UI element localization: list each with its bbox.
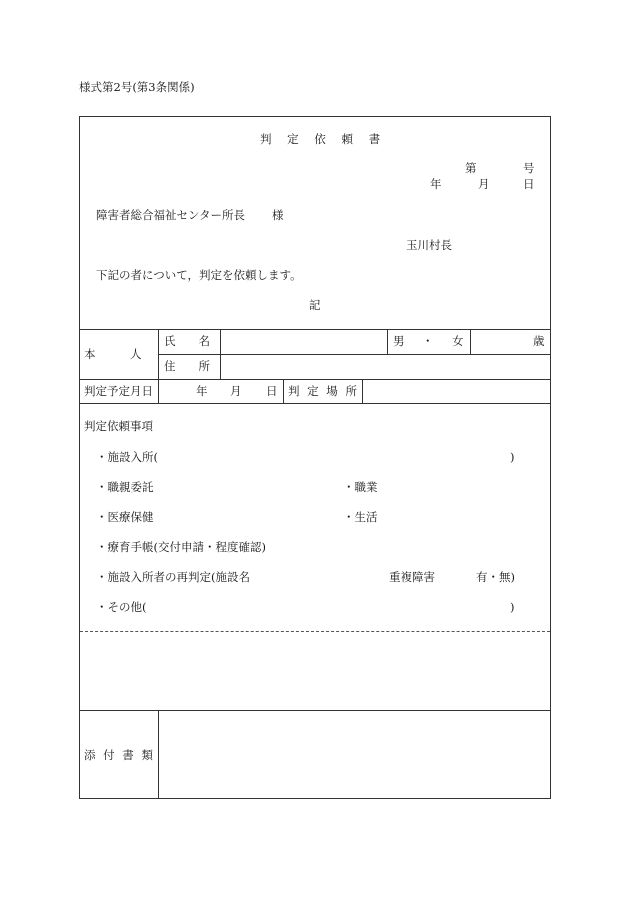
divider <box>387 329 388 354</box>
date-month: 月 <box>478 177 490 191</box>
request-techo: ・療育手帳(交付申請・程度確認) <box>96 540 266 554</box>
date-day: 日 <box>523 177 535 191</box>
request-rejudge: ・施設入所者の再判定(施設名 <box>96 570 250 584</box>
doc-number-dai: 第 <box>465 161 477 175</box>
schedule-month: 月 <box>230 384 242 398</box>
schedule-day: 日 <box>266 384 278 398</box>
divider <box>470 329 471 354</box>
divider <box>158 354 551 355</box>
address-label: 住 所 <box>164 359 210 373</box>
divider <box>283 379 284 403</box>
divider <box>158 329 159 379</box>
divider <box>362 379 363 403</box>
divider <box>79 710 551 711</box>
divider <box>220 329 221 379</box>
intro-text: 下記の者について，判定を依頼します。 <box>96 268 302 282</box>
request-multiple: 重複障害 <box>389 570 435 584</box>
request-seikatsu: ・生活 <box>343 510 378 524</box>
request-yes-no: 有・無) <box>476 570 515 584</box>
schedule-place-label: 判 定 場 所 <box>288 384 359 398</box>
attachments-label: 添 付 書 類 <box>84 748 155 762</box>
divider <box>79 403 551 404</box>
divider <box>158 379 159 403</box>
request-facility: ・施設入所( <box>96 450 158 464</box>
dashed-divider <box>80 631 550 632</box>
request-shokugyo: ・職業 <box>343 480 378 494</box>
form-title: 判 定 依 頼 書 <box>260 132 387 146</box>
name-label: 氏 名 <box>164 334 210 348</box>
divider <box>79 379 551 380</box>
request-other-close: ) <box>510 600 515 614</box>
doc-number-go: 号 <box>523 161 535 175</box>
divider <box>79 329 551 330</box>
schedule-year: 年 <box>196 384 208 398</box>
ki-label: 記 <box>309 298 321 312</box>
request-heading: 判定依頼事項 <box>84 419 153 433</box>
sex-separator: ・ <box>422 334 434 348</box>
divider <box>158 710 159 799</box>
addressee: 障害者総合福祉センター所長 <box>96 208 246 222</box>
request-iryo: ・医療保健 <box>96 510 154 524</box>
form-number: 様式第2号(第3条関係) <box>79 80 195 94</box>
honorific: 様 <box>272 208 284 222</box>
age-label: 歳 <box>533 334 545 348</box>
person-label: 本 人 <box>84 347 142 361</box>
sender: 玉川村長 <box>406 238 452 252</box>
request-other: ・その他( <box>96 600 147 614</box>
request-facility-close: ) <box>510 450 515 464</box>
date-year: 年 <box>430 177 442 191</box>
sex-male: 男 <box>393 334 405 348</box>
request-shokushin: ・職親委託 <box>96 480 154 494</box>
schedule-date-label: 判定予定月日 <box>84 384 153 398</box>
sex-female: 女 <box>452 334 464 348</box>
